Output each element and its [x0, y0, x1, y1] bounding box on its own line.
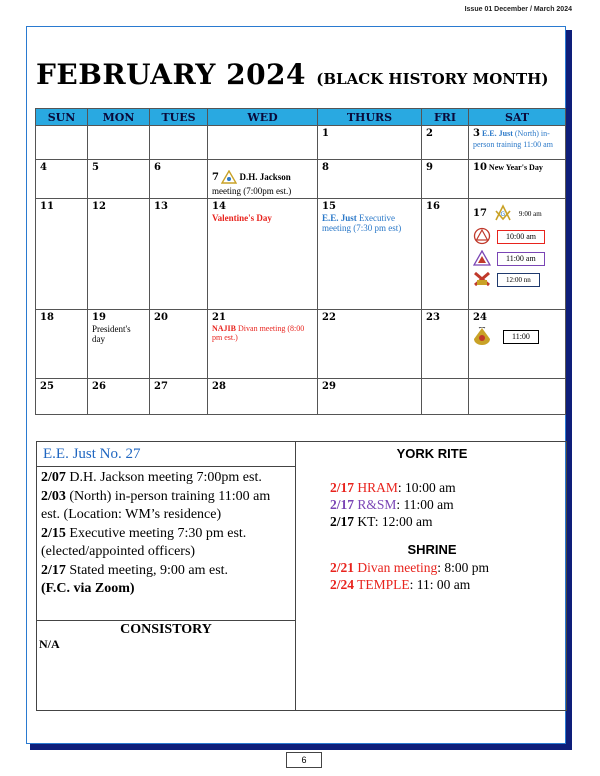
shrine-item: 2/21 Divan meeting: 8:00 pm [330, 560, 490, 575]
day-cell: 26 [88, 379, 150, 415]
calendar-table [35, 108, 566, 415]
day-cell [36, 126, 88, 160]
york-title: YORK RITE [396, 446, 468, 461]
day-cell: 7 D.H. Jackson meeting (7:00pm est.) [208, 160, 318, 199]
day-cell: 28 [208, 379, 318, 415]
event-time: 10:00 am [497, 230, 545, 244]
event-text: (North) in-person training 11:00 am [473, 129, 553, 149]
ej-section [37, 442, 296, 710]
day-cell: 4 [36, 160, 88, 199]
day-cell: 2 [422, 126, 469, 160]
day-header: MON [88, 109, 150, 126]
event-time: 11:00 [503, 330, 539, 344]
issue-label: Issue 01 December / March 2024 [464, 6, 572, 13]
day-cell: 19 President's day [88, 310, 150, 379]
day-cell: 13 [150, 199, 208, 310]
ej-item: 2/03 (North) in-person training 11:00 am est. (Location: WM’s residence) [41, 488, 271, 522]
knights-templar-cross-icon [473, 271, 491, 289]
title-sub: (BLACK HISTORY MONTH) [316, 70, 549, 88]
day-cell: 5 [88, 160, 150, 199]
title-main: FEBRUARY 2024 [36, 58, 307, 91]
day-cell: 8 [318, 160, 422, 199]
day-cell: 9 [422, 160, 469, 199]
ej-item: 2/07 D.H. Jackson meeting 7:00pm est. [41, 470, 262, 485]
day-cell: 22 [318, 310, 422, 379]
day-cell: 21 NAJIB Divan meeting (8:00 pm est.) [208, 310, 318, 379]
event-time: 12:00 nn [497, 273, 540, 287]
ej-item: 2/15 Executive meeting 7:30 pm est. (elected/appointed officers) [41, 525, 247, 559]
ej-item: 2/17 Stated meeting, 9:00 am est. [41, 562, 229, 578]
day-cell [422, 379, 469, 415]
day-cell [150, 126, 208, 160]
event-text: Divan meeting (8:00 pm est.) [212, 324, 305, 342]
event-text: meeting (7:00pm est.) [212, 186, 292, 196]
day-cell: 18 [36, 310, 88, 379]
shrine-title: SHRINE [407, 542, 457, 557]
day-cell: 10 New Year's Day [469, 160, 566, 199]
york-item: 2/17 KT: 12:00 am [330, 514, 433, 529]
day-cell [469, 379, 566, 415]
day-cell: 24 11:00 [469, 310, 566, 379]
event-text: President's day [92, 324, 131, 344]
day-header: SUN [36, 109, 88, 126]
rites-section [296, 442, 568, 710]
page-number: 6 [286, 752, 322, 768]
shrine-emblem-icon [473, 327, 491, 347]
event-text: D.H. Jackson [239, 172, 291, 183]
york-item: 2/17 R&SM: 11:00 am [330, 497, 454, 512]
day-cell: 12 [88, 199, 150, 310]
day-cell: 3 E.E. Just (North) in-person training 11:00 am [469, 126, 566, 160]
event-text: 9:00 am [518, 210, 542, 218]
shrine-item: 2/24 TEMPLE: 11: 00 am [330, 577, 471, 592]
day-header: SAT [469, 109, 566, 126]
consistory-section [37, 620, 295, 713]
day-cell: 29 [318, 379, 422, 415]
event-text: New Year's Day [488, 163, 543, 172]
event-text: Valentine's Day [212, 213, 272, 223]
event-time: 11:00 am [497, 252, 545, 266]
page-title [36, 58, 548, 91]
day-header: THURS [318, 109, 422, 126]
day-header: FRI [422, 109, 469, 126]
square-compass-icon [493, 204, 513, 224]
ej-trail: (F.C. via Zoom) [41, 581, 135, 596]
consistory-text: N/A [39, 637, 60, 651]
day-cell: 16 [422, 199, 469, 310]
royal-arch-icon [473, 227, 491, 247]
day-cell [88, 126, 150, 160]
event-text: E.E. Just [481, 129, 513, 138]
events-panel [36, 441, 567, 711]
day-cell: 25 [36, 379, 88, 415]
day-cell: 15 E.E. Just Executive meeting (7:30 pm est) [318, 199, 422, 310]
day-cell: 20 [150, 310, 208, 379]
day-cell: 17 G 9:00 am 10:00 am 11:00 am 12:00 nn [469, 199, 566, 310]
day-cell [208, 126, 318, 160]
event-text: Executive meeting (7:30 pm est) [322, 213, 402, 233]
consistory-title: CONSISTORY [120, 622, 212, 637]
event-text: NAJIB [212, 324, 237, 333]
day-cell: 27 [150, 379, 208, 415]
day-cell: 23 [422, 310, 469, 379]
day-header: WED [208, 109, 318, 126]
day-cell: 14 Valentine's Day [208, 199, 318, 310]
york-item: 2/17 HRAM: 10:00 am [330, 480, 456, 495]
ej-title: E.E. Just No. 27 [37, 442, 295, 467]
ej-list [37, 467, 295, 599]
day-header: TUES [150, 109, 208, 126]
day-cell: 11 [36, 199, 88, 310]
masonic-compass-icon [221, 170, 237, 186]
event-text: E.E. Just [322, 213, 357, 223]
cryptic-council-icon [473, 250, 491, 268]
day-cell: 1 [318, 126, 422, 160]
svg-text:G: G [500, 211, 506, 218]
day-cell: 6 [150, 160, 208, 199]
